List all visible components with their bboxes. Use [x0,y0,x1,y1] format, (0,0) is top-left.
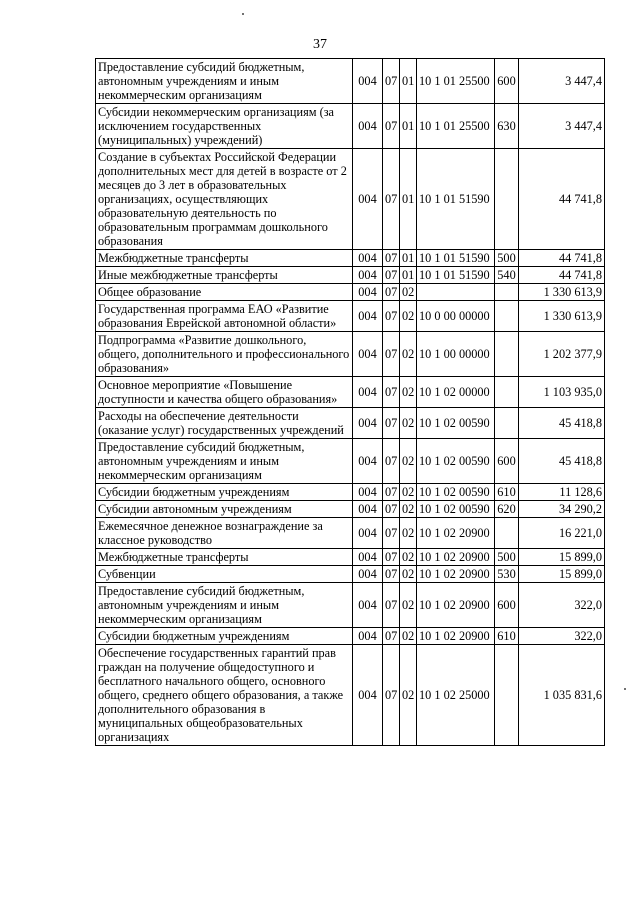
cell-expense-type [495,284,519,301]
table-row [96,628,605,645]
cell-name: Создание в субъектах Российской Федерации дополнительных мест для детей в возрасте от 2 месяцев до 3 лет в образовательных организациях, осуществляющих образовательную деятельность по образовательным программам дошкольного образования [96,149,353,250]
table-row [96,566,605,583]
cell-amount: 45 418,8 [519,439,605,484]
cell-target-article: 10 1 02 20900 [417,518,495,549]
cell-subsection-code: 02 [400,645,417,746]
cell-ministry-code: 004 [353,267,383,284]
cell-expense-type [495,645,519,746]
cell-expense-type: 610 [495,484,519,501]
cell-name: Общее образование [96,284,353,301]
cell-section-code: 07 [383,267,400,284]
budget-table-body [96,59,605,746]
cell-target-article: 10 1 01 51590 [417,250,495,267]
cell-expense-type: 630 [495,104,519,149]
table-row [96,583,605,628]
cell-expense-type [495,332,519,377]
table-row [96,408,605,439]
cell-ministry-code: 004 [353,628,383,645]
cell-section-code: 07 [383,566,400,583]
cell-subsection-code: 02 [400,484,417,501]
cell-section-code: 07 [383,501,400,518]
cell-target-article: 10 0 00 00000 [417,301,495,332]
cell-target-article: 10 1 02 20900 [417,549,495,566]
cell-section-code: 07 [383,104,400,149]
cell-expense-type [495,518,519,549]
page-number: 37 [313,37,327,52]
cell-amount: 1 330 613,9 [519,301,605,332]
cell-amount: 322,0 [519,628,605,645]
cell-target-article: 10 1 02 00590 [417,484,495,501]
cell-amount: 15 899,0 [519,549,605,566]
cell-ministry-code: 004 [353,408,383,439]
table-row [96,549,605,566]
table-row [96,301,605,332]
cell-expense-type: 500 [495,549,519,566]
cell-name: Субвенции [96,566,353,583]
cell-section-code: 07 [383,149,400,250]
cell-amount: 45 418,8 [519,408,605,439]
cell-target-article: 10 1 02 20900 [417,583,495,628]
cell-section-code: 07 [383,549,400,566]
cell-subsection-code: 01 [400,250,417,267]
cell-ministry-code: 004 [353,332,383,377]
cell-section-code: 07 [383,628,400,645]
cell-expense-type [495,408,519,439]
cell-subsection-code: 02 [400,583,417,628]
cell-name: Предоставление субсидий бюджетным, автономным учреждениям и иным некоммерческим организациям [96,583,353,628]
table-row [96,250,605,267]
cell-subsection-code: 01 [400,104,417,149]
cell-subsection-code: 02 [400,408,417,439]
cell-section-code: 07 [383,518,400,549]
cell-ministry-code: 004 [353,104,383,149]
cell-amount: 3 447,4 [519,59,605,104]
cell-subsection-code: 01 [400,267,417,284]
cell-section-code: 07 [383,439,400,484]
cell-amount: 44 741,8 [519,149,605,250]
cell-expense-type: 600 [495,583,519,628]
cell-name: Субсидии бюджетным учреждениям [96,628,353,645]
cell-subsection-code: 02 [400,377,417,408]
cell-section-code: 07 [383,484,400,501]
cell-amount: 1 103 935,0 [519,377,605,408]
cell-amount: 16 221,0 [519,518,605,549]
cell-target-article: 10 1 01 51590 [417,267,495,284]
cell-amount: 44 741,8 [519,267,605,284]
table-row [96,377,605,408]
cell-target-article: 10 1 02 00590 [417,501,495,518]
cell-subsection-code: 02 [400,439,417,484]
cell-subsection-code: 02 [400,501,417,518]
budget-table [95,58,605,746]
cell-ministry-code: 004 [353,439,383,484]
cell-amount: 11 128,6 [519,484,605,501]
cell-section-code: 07 [383,645,400,746]
cell-section-code: 07 [383,301,400,332]
cell-target-article: 10 1 02 00590 [417,408,495,439]
cell-ministry-code: 004 [353,301,383,332]
cell-target-article: 10 1 00 00000 [417,332,495,377]
cell-target-article: 10 1 02 00000 [417,377,495,408]
cell-ministry-code: 004 [353,284,383,301]
cell-subsection-code: 01 [400,59,417,104]
cell-ministry-code: 004 [353,484,383,501]
cell-amount: 3 447,4 [519,104,605,149]
cell-ministry-code: 004 [353,518,383,549]
table-row [96,518,605,549]
cell-ministry-code: 004 [353,250,383,267]
cell-section-code: 07 [383,332,400,377]
cell-name: Предоставление субсидий бюджетным, автономным учреждениям и иным некоммерческим организациям [96,439,353,484]
table-row [96,284,605,301]
cell-name: Ежемесячное денежное вознаграждение за классное руководство [96,518,353,549]
cell-expense-type [495,377,519,408]
cell-section-code: 07 [383,250,400,267]
cell-amount: 15 899,0 [519,566,605,583]
cell-target-article: 10 1 02 25000 [417,645,495,746]
cell-subsection-code: 02 [400,332,417,377]
cell-target-article: 10 1 01 51590 [417,149,495,250]
cell-target-article: 10 1 02 00590 [417,439,495,484]
cell-ministry-code: 004 [353,583,383,628]
cell-section-code: 07 [383,583,400,628]
cell-expense-type: 530 [495,566,519,583]
table-row [96,645,605,746]
table-row [96,104,605,149]
cell-name: Расходы на обеспечение деятельности (оказание услуг) государственных учреждений [96,408,353,439]
cell-amount: 1 330 613,9 [519,284,605,301]
cell-expense-type: 610 [495,628,519,645]
cell-name: Государственная программа ЕАО «Развитие образования Еврейской автономной области» [96,301,353,332]
cell-ministry-code: 004 [353,566,383,583]
cell-subsection-code: 02 [400,628,417,645]
cell-section-code: 07 [383,408,400,439]
cell-ministry-code: 004 [353,59,383,104]
cell-expense-type: 600 [495,59,519,104]
cell-ministry-code: 004 [353,645,383,746]
cell-section-code: 07 [383,377,400,408]
cell-subsection-code: 01 [400,149,417,250]
cell-subsection-code: 02 [400,284,417,301]
cell-name: Субсидии бюджетным учреждениям [96,484,353,501]
cell-target-article: 10 1 01 25500 [417,59,495,104]
table-row [96,267,605,284]
cell-ministry-code: 004 [353,501,383,518]
cell-subsection-code: 02 [400,301,417,332]
cell-section-code: 07 [383,59,400,104]
table-row [96,439,605,484]
cell-expense-type: 600 [495,439,519,484]
table-row [96,149,605,250]
cell-ministry-code: 004 [353,149,383,250]
scan-speck [242,13,244,15]
cell-amount: 1 035 831,6 [519,645,605,746]
cell-target-article: 10 1 02 20900 [417,628,495,645]
table-row [96,501,605,518]
cell-subsection-code: 02 [400,566,417,583]
cell-expense-type: 540 [495,267,519,284]
cell-subsection-code: 02 [400,518,417,549]
table-row [96,59,605,104]
cell-ministry-code: 004 [353,549,383,566]
cell-name: Подпрограмма «Развитие дошкольного, общего, дополнительного и профессионального образования» [96,332,353,377]
table-row [96,332,605,377]
cell-target-article [417,284,495,301]
cell-expense-type [495,301,519,332]
cell-name: Межбюджетные трансферты [96,549,353,566]
cell-name: Предоставление субсидий бюджетным, автономным учреждениям и иным некоммерческим организациям [96,59,353,104]
cell-ministry-code: 004 [353,377,383,408]
cell-expense-type: 500 [495,250,519,267]
cell-expense-type [495,149,519,250]
cell-amount: 322,0 [519,583,605,628]
cell-amount: 44 741,8 [519,250,605,267]
scan-speck [624,688,626,690]
cell-section-code: 07 [383,284,400,301]
cell-amount: 1 202 377,9 [519,332,605,377]
cell-name: Основное мероприятие «Повышение доступности и качества общего образования» [96,377,353,408]
cell-name: Межбюджетные трансферты [96,250,353,267]
cell-expense-type: 620 [495,501,519,518]
cell-name: Субсидии некоммерческим организациям (за исключением государственных (муниципальных) учреждений) [96,104,353,149]
cell-name: Обеспечение государственных гарантий прав граждан на получение общедоступного и бесплатного начального общего, основного общего, среднего общего образования, а также дополнительного образования в муниципальных общеобразовательных организациях [96,645,353,746]
table-row [96,484,605,501]
cell-name: Иные межбюджетные трансферты [96,267,353,284]
cell-amount: 34 290,2 [519,501,605,518]
cell-name: Субсидии автономным учреждениям [96,501,353,518]
cell-subsection-code: 02 [400,549,417,566]
cell-target-article: 10 1 02 20900 [417,566,495,583]
cell-target-article: 10 1 01 25500 [417,104,495,149]
